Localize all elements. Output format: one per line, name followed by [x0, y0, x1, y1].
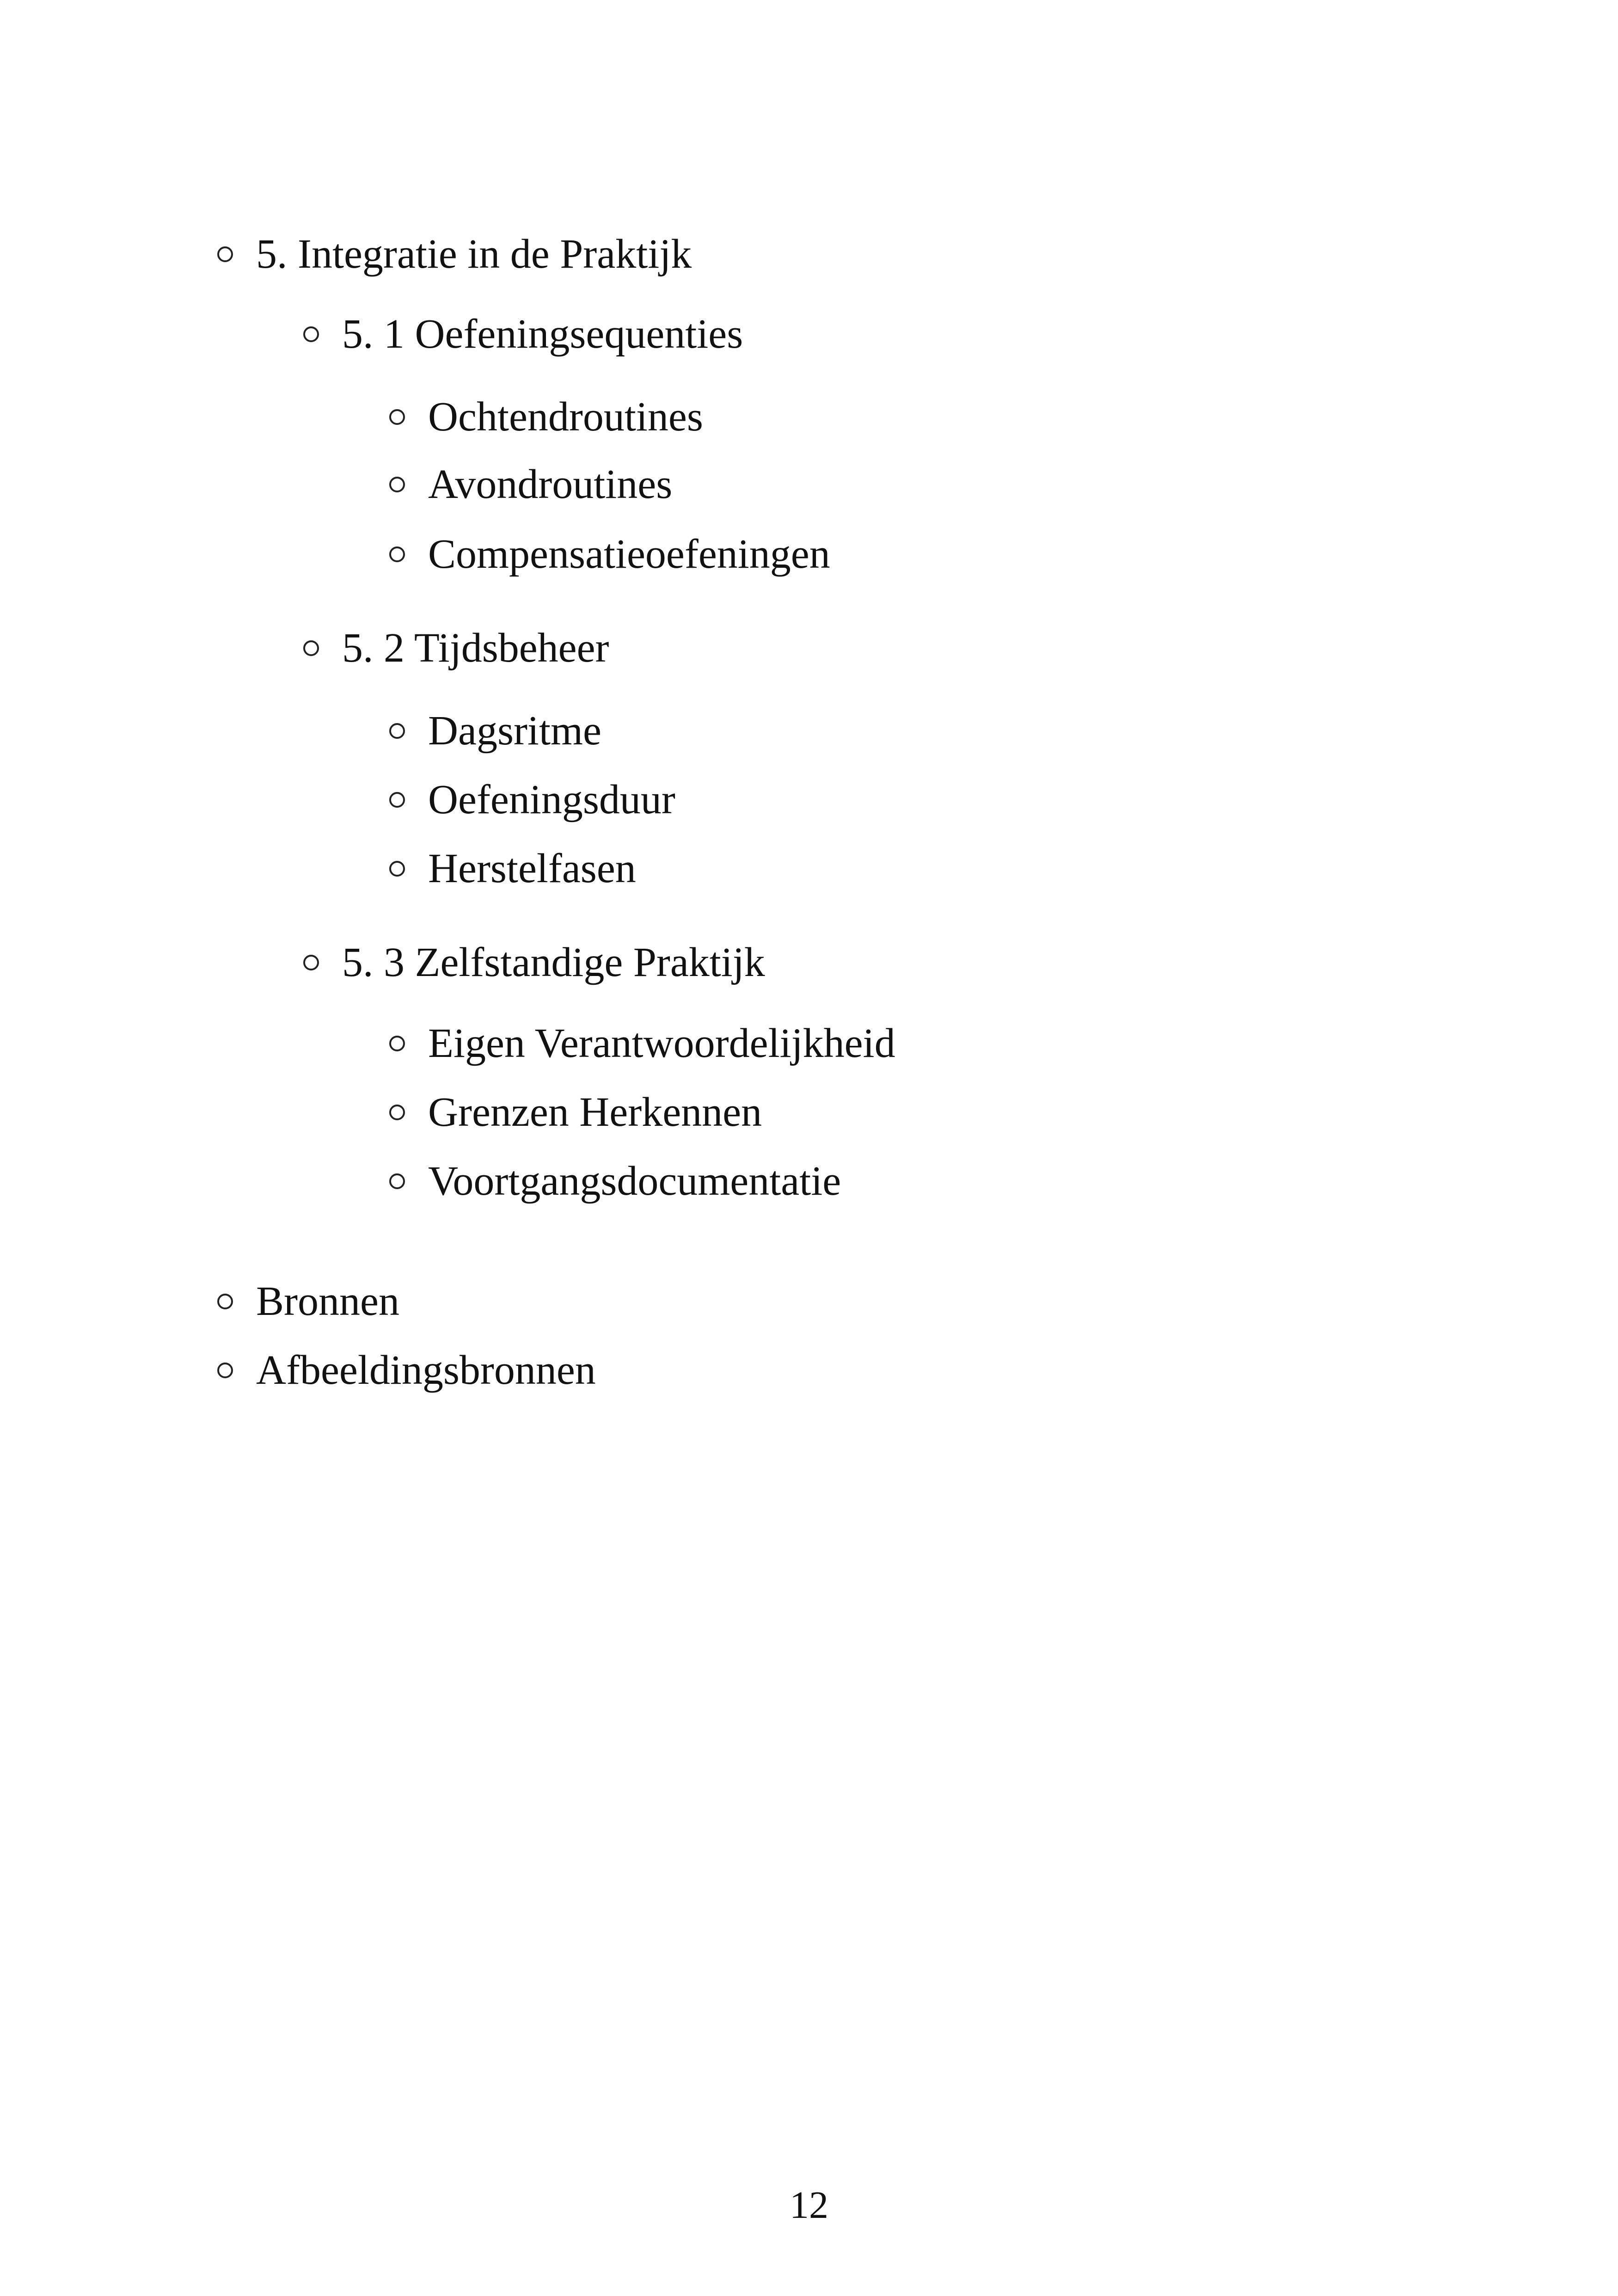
toc-entry-ochtendroutines [389, 394, 703, 440]
toc-entry-oefeningsduur [389, 777, 675, 823]
toc-entry-herstelfasen [389, 846, 636, 892]
page-number: 12 [790, 2184, 828, 2227]
hollow-circle-bullet-icon [389, 861, 405, 877]
toc-entry-dagsritme [389, 708, 601, 754]
hollow-circle-bullet-icon [303, 326, 319, 342]
hollow-circle-bullet-icon [303, 955, 319, 970]
hollow-circle-bullet-icon [389, 477, 405, 492]
hollow-circle-bullet-icon [389, 1036, 405, 1051]
hollow-circle-bullet-icon [389, 546, 405, 562]
toc-entry-label: Afbeeldingsbronnen [256, 1347, 596, 1393]
hollow-circle-bullet-icon [217, 1294, 233, 1309]
toc-entry-oefeningsequenties [303, 311, 743, 357]
toc-entry-label: Grenzen Herkennen [428, 1089, 762, 1135]
hollow-circle-bullet-icon [389, 723, 405, 739]
hollow-circle-bullet-icon [389, 1105, 405, 1120]
toc-entry-label: Oefeningsduur [428, 777, 675, 823]
hollow-circle-bullet-icon [303, 640, 319, 656]
toc-entry-label: Eigen Verantwoordelijkheid [428, 1020, 895, 1066]
toc-entry-label: Avondroutines [428, 461, 673, 507]
toc-entry-eigen-verantwoordelijkheid [389, 1020, 895, 1067]
toc-entry-bronnen [217, 1278, 399, 1325]
toc-entry-zelfstandige-praktijk [303, 939, 765, 986]
toc-entry-tijdsbeheer [303, 625, 609, 671]
toc-entry-label: 5. 3 Zelfstandige Praktijk [342, 939, 765, 985]
toc-entry-grenzen-herkennen [389, 1089, 762, 1136]
hollow-circle-bullet-icon [217, 1363, 233, 1378]
toc-entry-label: 5. 1 Oefeningsequenties [342, 311, 743, 357]
toc-entry-label: Herstelfasen [428, 846, 636, 891]
hollow-circle-bullet-icon [389, 792, 405, 808]
toc-entry-voortgangsdocumentatie [389, 1158, 841, 1204]
toc-entry-label: Ochtendroutines [428, 394, 703, 440]
toc-entry-avondroutines [389, 461, 672, 508]
toc-entry-label: Compensatieoefeningen [428, 531, 830, 577]
hollow-circle-bullet-icon [217, 246, 233, 262]
toc-entry-integratie-in-de-praktijk [217, 231, 692, 277]
hollow-circle-bullet-icon [389, 1173, 405, 1189]
hollow-circle-bullet-icon [389, 409, 405, 425]
toc-entry-label: 5. 2 Tijdsbeheer [342, 625, 609, 671]
toc-entry-label: 5. Integratie in de Praktijk [256, 231, 692, 277]
toc-entry-label: Voortgangsdocumentatie [428, 1158, 841, 1204]
toc-entry-afbeeldingsbronnen [217, 1347, 596, 1394]
toc-entry-label: Dagsritme [428, 708, 601, 754]
toc-entry-compensatieoefeningen [389, 531, 830, 577]
toc-entry-label: Bronnen [256, 1278, 399, 1324]
